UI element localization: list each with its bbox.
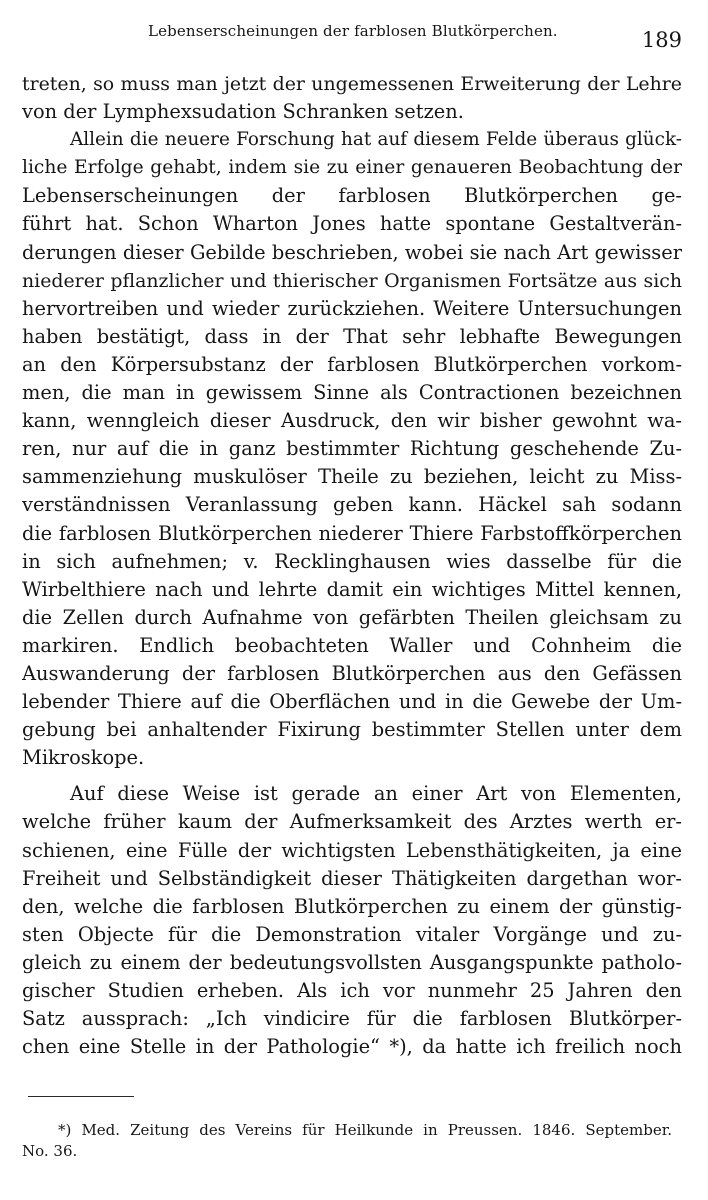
text-line: sammenziehung muskulöser Theile zu beziehen, leicht zu Miss- <box>22 465 682 489</box>
text-line: men, die man in gewissem Sinne als Contractionen bezeichnen <box>22 381 682 405</box>
text-line: gischer Studien erheben. Als ich vor nunmehr 25 Jahren den <box>22 979 682 1002</box>
text-line: gleich zu einem der bedeutungsvollsten Ausgangspunkte patholo- <box>22 950 682 974</box>
text-line: schienen, eine Fülle der wichtigsten Lebensthätigkeiten, ja eine <box>22 838 682 862</box>
text-line: treten, so muss man jetzt der ungemessenen Erweiterung der Lehre <box>22 73 682 95</box>
text-line: in sich aufnehmen; v. Recklinghausen wies dasselbe für die <box>22 549 682 573</box>
text-line: niederer pflanzlicher und thierischer Organismen Fortsätze aus sich <box>22 269 682 292</box>
text-line: Auf diese Weise ist gerade an einer Art von Elementen, <box>70 782 682 806</box>
footnote-line: No. 36. <box>22 1142 78 1160</box>
text-line: verständnissen Veranlassung geben kann. Häckel sah sodann <box>22 493 682 517</box>
text-line: Wirbelthiere nach und lehrte damit ein wichtiges Mittel kennen, <box>22 577 682 601</box>
text-line: die Zellen durch Aufnahme von gefärbten Theilen gleichsam zu <box>22 605 682 629</box>
text-line: ren, nur auf die in ganz bestimmter Richtung geschehende Zu- <box>22 437 682 461</box>
body-text <box>22 70 682 1061</box>
text-line: die farblosen Blutkörperchen niederer Thiere Farbstoffkörperchen <box>22 521 682 545</box>
text-line: Freiheit und Selbständigkeit dieser Thätigkeiten dargethan wor- <box>22 866 682 890</box>
text-line: chen eine Stelle in der Pathologie“ *), da hatte ich freilich noch <box>22 1035 682 1059</box>
text-line: kann, wenngleich dieser Ausdruck, den wir bisher gewohnt wa- <box>22 409 682 433</box>
text-line: Satz aussprach: „Ich vindicire für die farblosen Blutkörper- <box>22 1007 682 1031</box>
text-line: markiren. Endlich beobachteten Waller und Cohnheim die <box>22 633 682 657</box>
footnote-line: *) Med. Zeitung des Vereins für Heilkunde in Preussen. 1846. September. <box>58 1121 672 1139</box>
text-line: hervortreiben und wieder zurückziehen. Weitere Untersuchungen <box>22 296 682 320</box>
text-line: führt hat. Schon Wharton Jones hatte spontane Gestaltverän- <box>22 212 682 236</box>
text-line: Mikroskope. <box>22 746 145 770</box>
text-line: von der Lymphexsudation Schranken setzen. <box>22 100 464 124</box>
text-line: Allein die neuere Forschung hat auf diesem Felde überaus glück- <box>70 129 682 151</box>
text-line: Lebenserscheinungen der farblosen Blutkörperchen ge- <box>22 184 682 208</box>
running-title: Lebenserscheinungen der farblosen Blutkörperchen. <box>148 22 558 40</box>
text-line: sten Objecte für die Demonstration vitaler Vorgänge und zu- <box>22 922 682 946</box>
text-line: haben bestätigt, dass in der That sehr lebhafte Bewegungen <box>22 324 682 348</box>
text-line: den, welche die farblosen Blutkörperchen zu einem der günstig- <box>22 894 682 918</box>
page-number: 189 <box>641 28 682 52</box>
running-head <box>22 18 682 58</box>
footnote-divider <box>28 1096 134 1097</box>
text-line: liche Erfolge gehabt, indem sie zu einer genaueren Beobachtung der <box>22 157 682 179</box>
text-line: Auswanderung der farblosen Blutkörperchen aus den Gefässen <box>22 661 682 685</box>
text-line: an den Körpersubstanz der farblosen Blutkörperchen vorkom- <box>22 352 682 376</box>
text-line: derungen dieser Gebilde beschrieben, wobei sie nach Art gewisser <box>22 240 682 264</box>
text-line: welche früher kaum der Aufmerksamkeit des Arztes werth er- <box>22 810 682 834</box>
text-line: lebender Thiere auf die Oberflächen und in die Gewebe der Um- <box>22 690 682 714</box>
text-line: gebung bei anhaltender Fixirung bestimmter Stellen unter dem <box>22 718 682 742</box>
footnotes <box>22 1120 672 1162</box>
